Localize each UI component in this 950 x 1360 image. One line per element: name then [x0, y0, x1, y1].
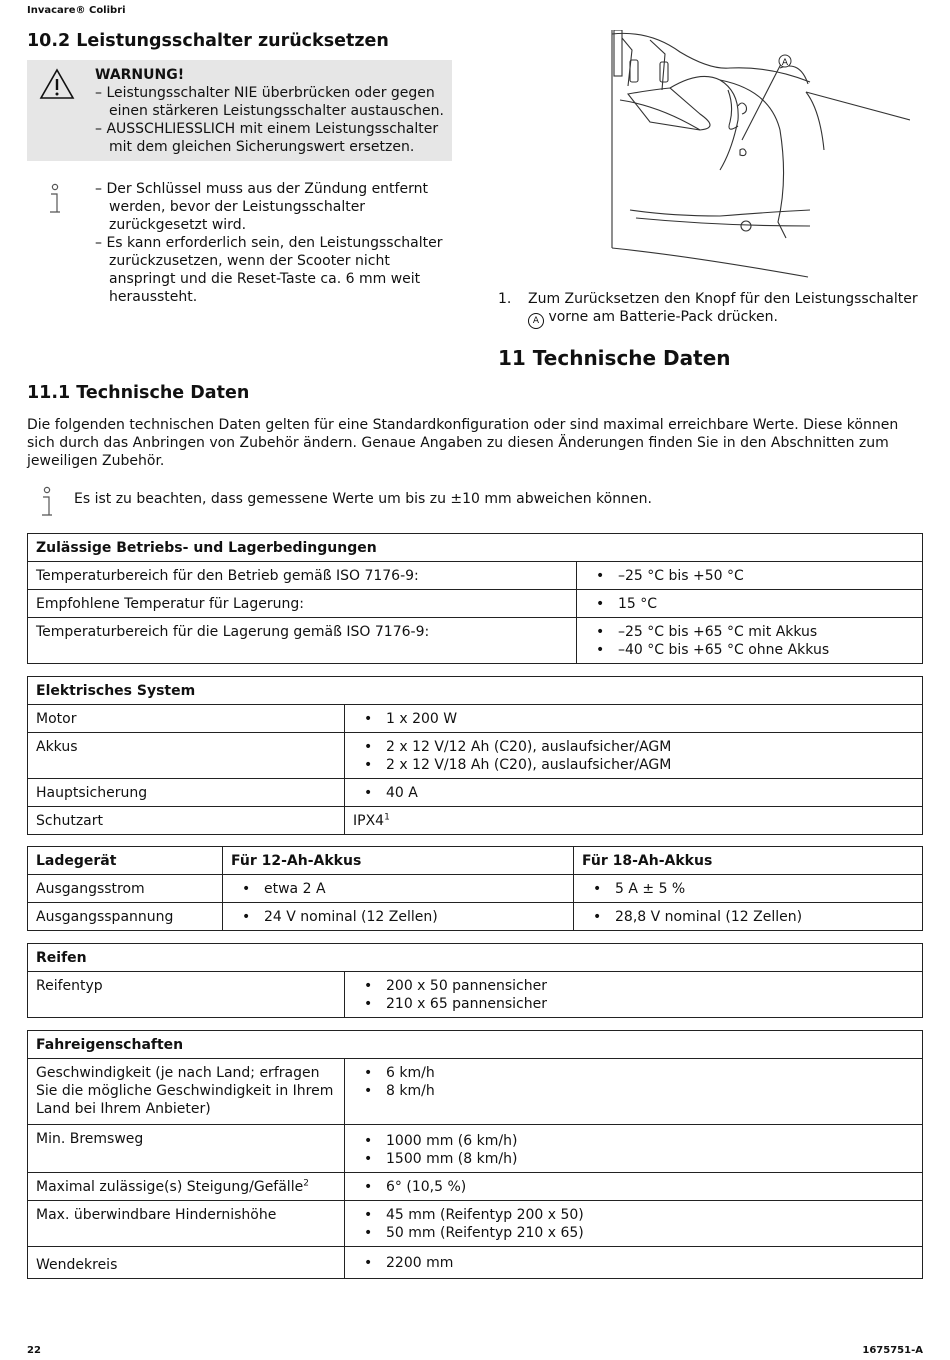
row-label: [28, 1173, 345, 1201]
row-value: [577, 590, 923, 618]
row-value: [345, 1247, 923, 1279]
figure-callout-label: A: [781, 58, 789, 68]
measurement-note: Es ist zu beachten, dass gemessene Werte um bis zu ±10 mm abweichen können.: [74, 491, 652, 507]
list-item: • 210 x 65 pannensicher: [353, 995, 914, 1013]
table-row: [28, 705, 923, 733]
row-value: [345, 705, 923, 733]
row-label: Motor: [28, 705, 345, 733]
list-item: • 1 x 200 W: [353, 710, 914, 728]
list-item: • 45 mm (Reifentyp 200 x 50): [353, 1206, 914, 1224]
running-header: Invacare® Colibri: [27, 5, 126, 16]
battery-pack-illustration: [610, 30, 910, 282]
list-item: • 6° (10,5 %): [353, 1178, 914, 1196]
warning-content: [95, 66, 445, 156]
charger-table: [27, 846, 923, 931]
table-row: [28, 534, 923, 562]
table-row: [28, 1173, 923, 1201]
list-item: • 2200 mm: [353, 1254, 914, 1272]
chapter-title-11: 11 Technische Daten: [498, 346, 731, 370]
row-value: [345, 1059, 923, 1125]
row-value: [345, 807, 923, 835]
section-title-11-1: 11.1 Technische Daten: [27, 383, 250, 403]
list-item: • –25 °C bis +50 °C: [585, 567, 914, 585]
table-row: [28, 1031, 923, 1059]
list-item: • 40 A: [353, 784, 914, 802]
table-title: Reifen: [28, 944, 923, 972]
list-item: – Leistungsschalter NIE überbrücken oder gegen einen stärkeren Leistungsschalter austauschen.: [95, 84, 445, 120]
table-row: [28, 1201, 923, 1247]
table-title: Zulässige Betriebs- und Lagerbedingungen: [28, 534, 923, 562]
step-text-part-a: Zum Zurücksetzen den Knopf für den Leistungsschalter: [528, 291, 918, 307]
protection-value: IPX4: [353, 813, 385, 829]
list-item: – Der Schlüssel muss aus der Zündung entfernt werden, bevor der Leistungsschalter zurückgesetzt wird.: [95, 180, 445, 234]
row-value: [574, 875, 923, 903]
table-row: [28, 847, 923, 875]
column-header: Für 18-Ah-Akkus: [574, 847, 923, 875]
row-label: Akkus: [28, 733, 345, 779]
table-row: [28, 807, 923, 835]
row-value: [345, 972, 923, 1018]
list-item: – Es kann erforderlich sein, den Leistungsschalter zurückzusetzen, wenn der Scooter nicht anspringt und die Reset-Taste ca. 6 mm weit heraussteht.: [95, 234, 445, 306]
table-row: [28, 1125, 923, 1173]
table-row: [28, 677, 923, 705]
table-row: [28, 875, 923, 903]
list-item: • 28,8 V nominal (12 Zellen): [582, 908, 914, 926]
row-value: [574, 903, 923, 931]
row-value: [345, 1201, 923, 1247]
row-label: Hauptsicherung: [28, 779, 345, 807]
step-number: 1.: [498, 291, 512, 307]
warning-list: [95, 84, 445, 156]
row-value: [345, 779, 923, 807]
page-number: 22: [27, 1345, 41, 1356]
table-row: [28, 944, 923, 972]
info-icon: [36, 486, 58, 520]
list-item: • 15 °C: [585, 595, 914, 613]
list-item: – AUSSCHLIESSLICH mit einem Leistungsschalter mit dem gleichen Sicherungswert ersetzen.: [95, 120, 445, 156]
slope-label: Maximal zulässige(s) Steigung/Gefälle: [36, 1179, 304, 1195]
list-item: • 1000 mm (6 km/h): [353, 1132, 914, 1150]
conditions-table: [27, 533, 923, 664]
list-item: • 5 A ± 5 %: [582, 880, 914, 898]
row-value: [577, 562, 923, 590]
row-value: [345, 1173, 923, 1201]
note-list: [95, 180, 445, 306]
list-item: • 50 mm (Reifentyp 210 x 65): [353, 1224, 914, 1242]
row-value: [223, 903, 574, 931]
footnote-marker: 1: [384, 812, 390, 823]
table-title: Fahreigenschaften: [28, 1031, 923, 1059]
table-title: Elektrisches System: [28, 677, 923, 705]
row-label: Schutzart: [28, 807, 345, 835]
list-item: • etwa 2 A: [231, 880, 565, 898]
info-icon: [44, 183, 66, 217]
row-label: Ausgangsspannung: [28, 903, 223, 931]
list-item: • –25 °C bis +65 °C mit Akkus: [585, 623, 914, 641]
intro-paragraph: Die folgenden technischen Daten gelten für eine Standardkonfiguration oder sind maximal erreichbare Werte. Diese können sich durch das Anbringen von Zubehör ändern. Genaue Angaben zu diesen Änderungen finden Sie in den Abschnitten zum jeweiligen Zubehör.: [27, 417, 899, 469]
column-header: Ladegerät: [28, 847, 223, 875]
tyres-table: [27, 943, 923, 1018]
row-value: [345, 1125, 923, 1173]
list-item: • 24 V nominal (12 Zellen): [231, 908, 565, 926]
row-label: Reifentyp: [28, 972, 345, 1018]
list-item: • –40 °C bis +65 °C ohne Akkus: [585, 641, 914, 659]
list-item: • 2 x 12 V/18 Ah (C20), auslaufsicher/AGM: [353, 756, 914, 774]
table-row: [28, 618, 923, 664]
driving-table: [27, 1030, 923, 1279]
warning-box: [27, 60, 452, 161]
table-row: [28, 1059, 923, 1125]
row-value: [577, 618, 923, 664]
table-row: [28, 972, 923, 1018]
row-label: Ausgangsstrom: [28, 875, 223, 903]
document-number: 1675751-A: [862, 1345, 923, 1356]
table-row: [28, 733, 923, 779]
row-label: Empfohlene Temperatur für Lagerung:: [28, 590, 577, 618]
row-label: Max. überwindbare Hindernishöhe: [28, 1201, 345, 1247]
row-label: Geschwindigkeit (je nach Land; erfragen Sie die mögliche Geschwindigkeit in Ihrem Land bei Ihrem Anbieter): [28, 1059, 345, 1125]
row-label: Temperaturbereich für die Lagerung gemäß ISO 7176-9:: [28, 618, 577, 664]
table-row: [28, 779, 923, 807]
table-row: [28, 903, 923, 931]
warning-title: WARNUNG!: [95, 67, 185, 83]
row-label: Wendekreis: [28, 1247, 345, 1279]
list-item: • 8 km/h: [353, 1082, 914, 1100]
table-row: [28, 1247, 923, 1279]
row-label: Min. Bremsweg: [28, 1125, 345, 1173]
step-text: [528, 290, 923, 329]
note-block: [95, 180, 445, 306]
callout-marker: A: [528, 313, 544, 329]
table-row: [28, 590, 923, 618]
row-value: [223, 875, 574, 903]
warning-triangle-icon: [39, 68, 75, 100]
column-header: Für 12-Ah-Akkus: [223, 847, 574, 875]
section-title-10-2: 10.2 Leistungsschalter zurücksetzen: [27, 31, 389, 51]
step-text-part-b: vorne am Batterie-Pack drücken.: [548, 309, 778, 325]
row-label: Temperaturbereich für den Betrieb gemäß ISO 7176-9:: [28, 562, 577, 590]
list-item: • 6 km/h: [353, 1064, 914, 1082]
footnote-marker: 2: [303, 1178, 309, 1189]
table-row: [28, 562, 923, 590]
list-item: • 200 x 50 pannensicher: [353, 977, 914, 995]
list-item: • 1500 mm (8 km/h): [353, 1150, 914, 1168]
row-value: [345, 733, 923, 779]
electrical-table: [27, 676, 923, 835]
list-item: • 2 x 12 V/12 Ah (C20), auslaufsicher/AGM: [353, 738, 914, 756]
